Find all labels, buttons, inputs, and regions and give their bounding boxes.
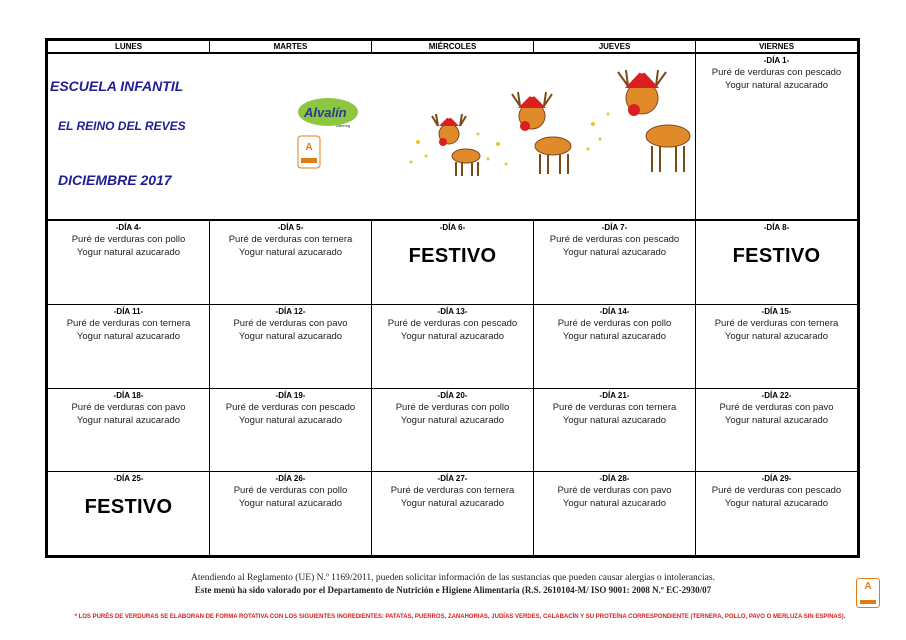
header-jueves: JUEVES — [534, 41, 696, 54]
dish-dessert: Yogur natural azucarado — [724, 331, 829, 343]
day-label: -DÍA 1- — [763, 56, 790, 65]
day-label: -DÍA 15- — [761, 307, 792, 317]
dish-dessert: Yogur natural azucarado — [400, 414, 505, 426]
dish-dessert: Yogur natural azucarado — [238, 414, 343, 426]
festivo-label: FESTIVO — [732, 245, 821, 268]
dish-dessert: Yogur natural azucarado — [238, 331, 343, 343]
allergen-notice: Atendiendo al Reglamento (UE) N.º 1169/2011, pueden solicitar información de las sustancias que pueden causar alergias o intolerancias. — [191, 573, 715, 583]
dish-dessert: Yogur natural azucarado — [76, 247, 181, 259]
seal-letter: A — [864, 581, 872, 592]
day-cell — [534, 388, 696, 472]
day-cell — [372, 472, 534, 556]
day-label: -DÍA 12- — [275, 307, 306, 317]
dish-dessert: Yogur natural azucarado — [724, 414, 829, 426]
day-cell — [372, 305, 534, 389]
day-label: -DÍA 29- — [761, 474, 792, 484]
week-1-row — [48, 53, 858, 220]
day-cell — [696, 305, 858, 389]
dish-main: Puré de verduras con pescado — [387, 318, 518, 330]
dish-dessert: Yogur natural azucarado — [724, 498, 829, 510]
day-cell — [48, 472, 210, 556]
reindeer-large — [618, 67, 690, 173]
ingredients-note: * LOS PURÉS DE VERDURAS SE ELABORAN DE FORMA ROTATIVA CON LOS SIGUIENTES INGREDIENTES: PATATAS, PUERROS, ZANAHORIAS, JUDÍAS VERDES, CALABACÍN Y SU PROTEÍNA CORRESPONDIENTE (TERNERA, POLLO, PAVO O MERLUZA SIN ESPINAS). — [74, 614, 846, 620]
day-label: -DÍA 7- — [601, 223, 628, 233]
dish-main: Puré de verduras con pollo — [233, 485, 348, 497]
dish-main: Puré de verduras con pescado — [549, 234, 680, 246]
menu-calendar — [45, 38, 860, 558]
day-cell — [696, 388, 858, 472]
day-label: -DÍA 5- — [277, 223, 304, 233]
school-name: EL REINO DEL REVES — [58, 119, 186, 133]
day-cell — [696, 220, 858, 304]
dish-dessert: Yogur natural azucarado — [562, 414, 667, 426]
alvalin-logo — [298, 98, 358, 128]
dish-main: Puré de verduras con pollo — [557, 318, 672, 330]
day-cell — [48, 305, 210, 389]
day-label: -DÍA 22- — [761, 390, 792, 400]
dish-main: Puré de verduras con pavo — [719, 401, 834, 413]
day-label: -DÍA 26- — [275, 474, 306, 484]
dish-dessert: Yogur natural azucarado — [238, 247, 343, 259]
dish-main: Puré de verduras con ternera — [552, 401, 677, 413]
menu-table — [47, 40, 858, 556]
day-cell — [48, 220, 210, 304]
day-label: -DÍA 21- — [599, 390, 630, 400]
dish-dessert: Yogur natural azucarado — [238, 498, 343, 510]
day-cell — [534, 472, 696, 556]
logo-text: Alvalín — [304, 105, 347, 120]
day-cell — [210, 220, 372, 304]
day-label: -DÍA 28- — [599, 474, 630, 484]
day-label: -DÍA 13- — [437, 307, 468, 317]
dish-dessert: Yogur natural azucarado — [562, 331, 667, 343]
week-2-row — [48, 220, 858, 304]
quality-seal-icon — [298, 136, 320, 168]
dish-main: Puré de verduras con pavo — [557, 485, 672, 497]
day-label: -DÍA 20- — [437, 390, 468, 400]
header-miercoles: MIÉRCOLES — [372, 41, 534, 54]
quality-seal-icon — [856, 578, 880, 608]
day-cell — [696, 472, 858, 556]
week-4-row — [48, 388, 858, 472]
header-lunes: LUNES — [48, 41, 210, 54]
day-label: -DÍA 27- — [437, 474, 468, 484]
day-label: -DÍA 25- — [113, 474, 144, 484]
day-cell — [210, 472, 372, 556]
header-viernes: VIERNES — [696, 41, 858, 54]
nutrition-validation: Este menú ha sido valorado por el Departamento de Nutrición e Higiene Alimentaria (R.S. 2610104-M/ ISO 9001: 2008 N.º EC-2930/07 — [194, 585, 712, 595]
day-label: -DÍA 11- — [113, 307, 144, 317]
reindeer-small — [432, 114, 480, 177]
dish-dessert: Yogur natural azucarado — [400, 331, 505, 343]
dish-main: Puré de verduras con pavo — [71, 401, 186, 413]
dish-dessert: Yogur natural azucarado — [562, 498, 667, 510]
logo-sub: catering — [336, 123, 351, 128]
school-label: ESCUELA INFANTIL — [50, 78, 184, 94]
day-cell — [48, 388, 210, 472]
dish-main: Puré de verduras con pescado — [711, 485, 842, 497]
school-banner — [48, 53, 696, 220]
day-cell — [534, 305, 696, 389]
dish-main: Puré de verduras con ternera — [390, 485, 515, 497]
dish-main: Puré de verduras con pollo — [395, 401, 510, 413]
dish-main: Puré de verduras con pavo — [233, 318, 348, 330]
dish-dessert: Yogur natural azucarado — [76, 414, 181, 426]
dish-dessert: Yogur natural azucarado — [400, 498, 505, 510]
menu-month: DICIEMBRE 2017 — [58, 172, 172, 188]
dish-dessert: Yogur natural azucarado — [76, 331, 181, 343]
day-cell — [372, 220, 534, 304]
seal-letter: A — [305, 142, 313, 153]
header-martes: MARTES — [210, 41, 372, 54]
day-cell — [696, 53, 858, 220]
dish-dessert: Yogur natural azucarado — [562, 247, 667, 259]
day-label: -DÍA 6- — [439, 223, 466, 233]
day-label: -DÍA 14- — [599, 307, 630, 317]
day-cell — [210, 305, 372, 389]
reindeer-illustration — [248, 64, 708, 204]
reindeer-medium — [512, 91, 571, 174]
stars-decoration — [410, 113, 610, 166]
dish-main: Puré de verduras con pescado — [711, 67, 842, 78]
festivo-label: FESTIVO — [84, 496, 173, 519]
week-5-row — [48, 472, 858, 556]
day-cell — [534, 220, 696, 304]
dish-main: Puré de verduras con ternera — [228, 234, 353, 246]
dish-dessert: Yogur natural azucarado — [724, 80, 829, 91]
week-3-row — [48, 305, 858, 389]
dish-main: Puré de verduras con ternera — [714, 318, 839, 330]
festivo-label: FESTIVO — [408, 245, 497, 268]
dish-main: Puré de verduras con pescado — [225, 401, 356, 413]
weekday-header-row — [48, 41, 858, 54]
day-cell — [372, 388, 534, 472]
day-cell — [210, 388, 372, 472]
dish-main: Puré de verduras con ternera — [66, 318, 191, 330]
day-label: -DÍA 4- — [115, 223, 142, 233]
dish-main: Puré de verduras con pollo — [71, 234, 186, 246]
day-label: -DÍA 18- — [113, 390, 144, 400]
day-label: -DÍA 19- — [275, 390, 306, 400]
day-label: -DÍA 8- — [763, 223, 790, 233]
